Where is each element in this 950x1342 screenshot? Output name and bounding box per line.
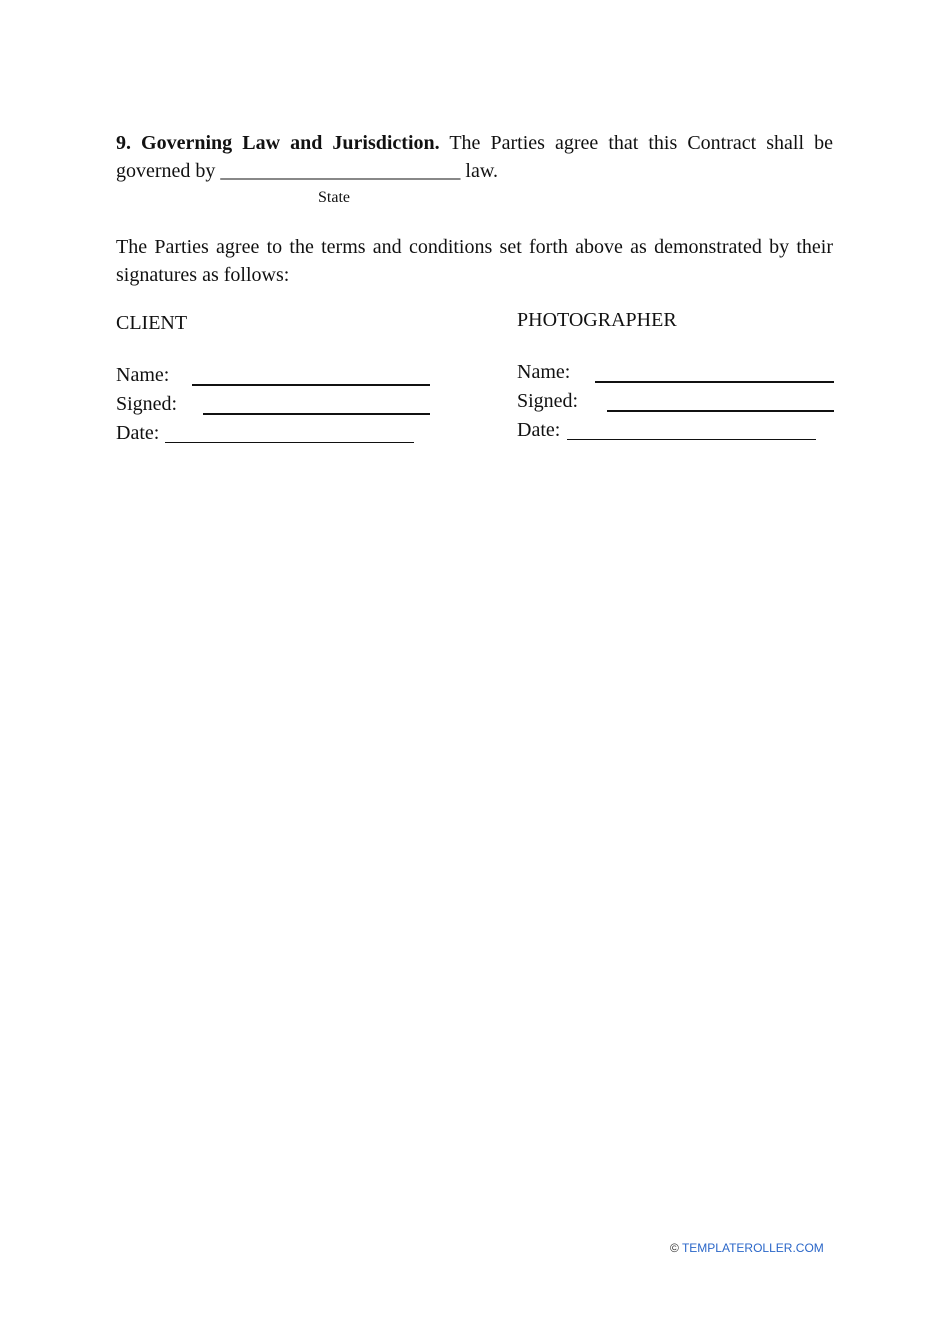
templateroller-link[interactable]: TEMPLATEROLLER.COM bbox=[681, 1241, 824, 1255]
photographer-heading: PHOTOGRAPHER bbox=[517, 309, 677, 331]
photographer-name-field bbox=[517, 358, 837, 386]
client-date-line[interactable] bbox=[165, 442, 414, 443]
state-blank-label: State bbox=[318, 189, 350, 206]
photographer-signed-label: Signed: bbox=[517, 390, 579, 412]
governing-law-paragraph bbox=[116, 129, 833, 185]
client-signature-line[interactable] bbox=[203, 413, 430, 415]
client-signed-field bbox=[116, 390, 436, 418]
agreement-paragraph: The Parties agree to the terms and conditions set forth above as demonstrated by their signatures as follows: bbox=[116, 236, 833, 286]
client-name-line[interactable] bbox=[192, 384, 430, 386]
photographer-name-line[interactable] bbox=[595, 381, 834, 383]
photographer-date-field bbox=[517, 416, 837, 444]
client-date-label: Date: bbox=[116, 422, 160, 444]
state-blank[interactable]: ________________________ bbox=[220, 160, 461, 182]
client-heading: CLIENT bbox=[116, 312, 188, 334]
client-name-field bbox=[116, 361, 436, 389]
photographer-date-label: Date: bbox=[517, 419, 561, 441]
section-heading: 9. Governing Law and Jurisdiction. bbox=[116, 132, 440, 154]
photographer-signature-line[interactable] bbox=[607, 410, 834, 412]
governing-law-text-before: The Parties agree that this Contract shall be governed by bbox=[116, 132, 833, 182]
photographer-date-line[interactable] bbox=[567, 439, 816, 440]
client-name-label: Name: bbox=[116, 364, 170, 386]
client-signed-label: Signed: bbox=[116, 393, 178, 415]
client-date-field bbox=[116, 419, 436, 447]
photographer-signed-field bbox=[517, 387, 837, 415]
footer-credit bbox=[670, 1240, 824, 1256]
governing-law-text-after: law. bbox=[460, 160, 498, 182]
photographer-name-label: Name: bbox=[517, 361, 571, 383]
copyright-symbol: © bbox=[670, 1241, 679, 1255]
